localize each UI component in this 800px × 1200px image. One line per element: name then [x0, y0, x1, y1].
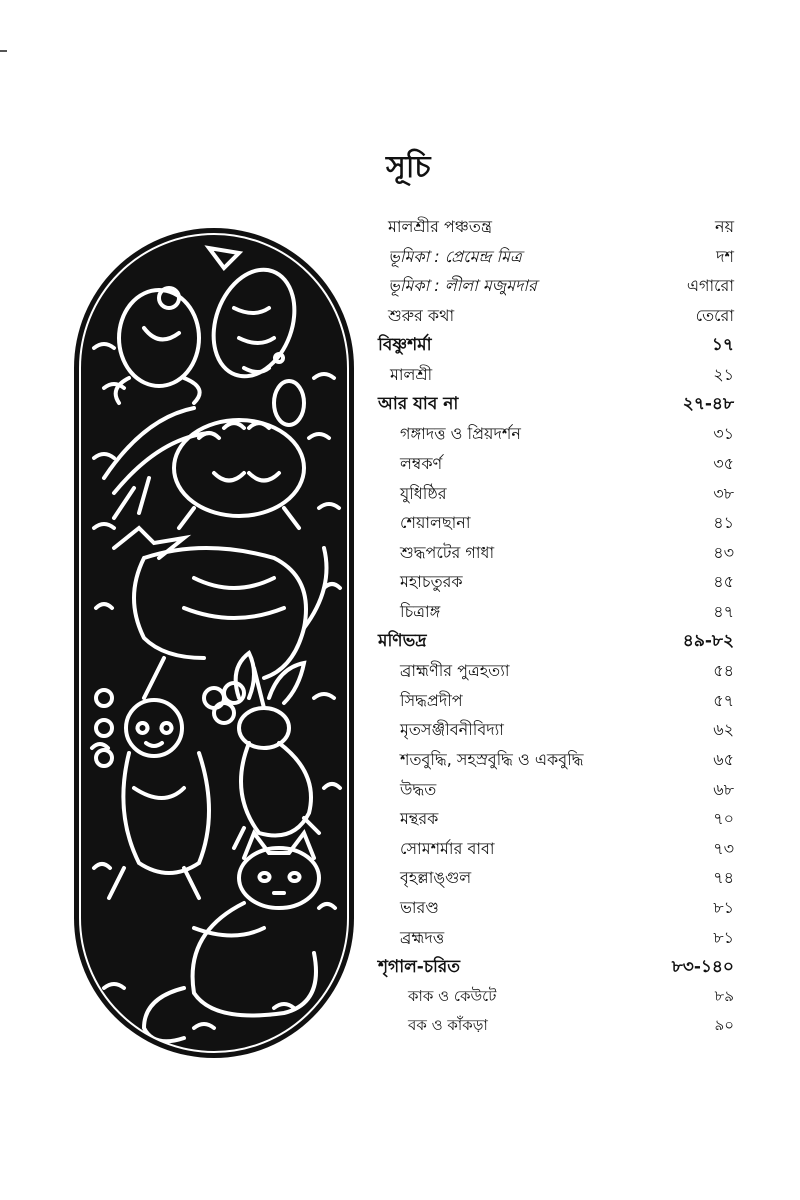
toc-entry — [378, 509, 734, 539]
toc-section-heading — [378, 391, 734, 421]
toc-entry-page: ৮৯ — [714, 986, 734, 1005]
toc-entry-page: ৪৯-৮২ — [682, 631, 734, 652]
page-title: সূচি — [386, 150, 431, 185]
toc-entry-title: শেয়ালছানা — [400, 513, 471, 533]
toc-entry-title: শতবুদ্ধি, সহস্রবুদ্ধি ও একবুদ্ধি — [400, 749, 584, 769]
toc-entry-title: বিষ্ণুশর্মা — [378, 335, 432, 356]
toc-entry-page: ৭৪ — [713, 868, 734, 888]
toc-entry-page: ৫৭ — [713, 690, 734, 710]
toc-entry-title: মৃতসঞ্জীবনীবিদ্যা — [400, 720, 504, 740]
toc-entry-title: লম্বকর্ণ — [400, 454, 443, 474]
toc-entry-page: ৭০ — [713, 809, 734, 829]
toc-entry-title: মালশ্রী — [390, 365, 433, 385]
toc-entry-page: দশ — [716, 246, 734, 266]
toc-entry — [378, 272, 734, 302]
toc-entry-title: চিত্রাঙ্গ — [400, 602, 441, 622]
toc-entry-page: ১৭ — [711, 335, 734, 356]
toc-entry — [378, 361, 734, 391]
toc-entry-page: ৮৩-১৪০ — [671, 956, 734, 977]
toc-entry-page: ৫৪ — [713, 661, 734, 681]
toc-entry — [378, 746, 734, 776]
toc-entry — [378, 894, 734, 924]
toc-entry — [378, 716, 734, 746]
toc-entry — [378, 420, 734, 450]
toc-entry-title: মণিভদ্র — [378, 631, 427, 652]
toc-entry — [378, 243, 734, 273]
toc-entry — [378, 213, 734, 243]
toc-entry-title: শৃগাল-চরিত — [378, 956, 460, 977]
toc-entry — [378, 657, 734, 687]
toc-entry-title: ভারণ্ড — [400, 897, 439, 917]
toc-entry-title: মালশ্রীর পঞ্চতন্ত্র — [388, 217, 492, 237]
toc-entry-title: উদ্ধত — [400, 779, 437, 799]
toc-entry-title: আর যাব না — [378, 394, 459, 415]
toc-entry-title: ব্রাহ্মণীর পুত্রহত্যা — [400, 661, 510, 681]
toc-entry-page: ৩৫ — [713, 454, 734, 474]
toc-entry-title: ভূমিকা : প্রেমেন্দ্র মিত্র — [388, 246, 522, 266]
toc-entry-title: শুদ্ধপটের গাধা — [400, 542, 495, 562]
toc-entry-page: ৪১ — [713, 513, 734, 533]
toc-entry-page: ৪৭ — [713, 602, 734, 622]
toc-section-heading — [378, 627, 734, 657]
toc-entry-page: ৪৫ — [713, 572, 734, 592]
toc-entry — [378, 687, 734, 717]
toc-entry-title: মহাচতুরক — [400, 572, 463, 592]
toc-entry — [378, 982, 734, 1012]
toc-section-heading — [378, 331, 734, 361]
toc-entry-title: শুরুর কথা — [388, 306, 455, 326]
toc-entry — [378, 864, 734, 894]
toc-entry — [378, 775, 734, 805]
toc-entry-title: সিদ্ধপ্রদীপ — [400, 690, 463, 710]
toc-entry-page: ৯০ — [714, 1016, 734, 1035]
toc-entry-page: ৩৮ — [713, 483, 734, 503]
toc-entry-page: ৭৩ — [713, 838, 734, 858]
toc-entry-title: বক ও কাঁকড়া — [408, 1016, 488, 1035]
toc-entry — [378, 302, 734, 332]
toc-entry-title: মন্থরক — [400, 809, 439, 829]
toc-entry-page: নয় — [715, 217, 734, 237]
toc-entry-page: ৬৫ — [713, 749, 734, 769]
toc-entry — [378, 923, 734, 953]
toc-section-heading — [378, 953, 734, 983]
toc-entry-page: ৮১ — [713, 927, 734, 947]
toc-entry-page: এগারো — [686, 276, 734, 296]
toc-entry-title: সোমশর্মার বাবা — [400, 838, 495, 858]
toc-entry — [378, 1012, 734, 1042]
toc-entry-page: ৩১ — [713, 424, 734, 444]
toc-entry-title: কাক ও কেউটে — [408, 986, 497, 1005]
toc-entry-title: গঙ্গাদত্ত ও প্রিয়দর্শন — [400, 424, 521, 444]
toc-entry-title: বৃহল্লাঙ্গুল — [400, 868, 472, 888]
toc-entry — [378, 834, 734, 864]
toc-entry — [378, 450, 734, 480]
toc-entry — [378, 568, 734, 598]
toc-entry-page: ৪৩ — [713, 542, 734, 562]
toc-entry-page: ৮১ — [713, 897, 734, 917]
page-edge-mark — [0, 50, 7, 52]
table-of-contents — [378, 213, 734, 1042]
toc-entry-page: ৬২ — [713, 720, 734, 740]
animal-illustration — [74, 228, 354, 1058]
toc-entry-page: ২১ — [713, 365, 734, 385]
toc-entry-page: ৬৮ — [713, 779, 734, 799]
toc-entry — [378, 479, 734, 509]
toc-entry-title: ভূমিকা : লীলা মজুমদার — [388, 276, 537, 296]
toc-entry — [378, 598, 734, 628]
toc-entry-page: তেরো — [695, 306, 734, 326]
toc-entry-title: যুধিষ্ঠির — [400, 483, 447, 503]
toc-entry-page: ২৭-৪৮ — [682, 394, 734, 415]
toc-entry-title: ব্রহ্মদত্ত — [400, 927, 445, 947]
toc-entry — [378, 539, 734, 569]
toc-entry — [378, 805, 734, 835]
